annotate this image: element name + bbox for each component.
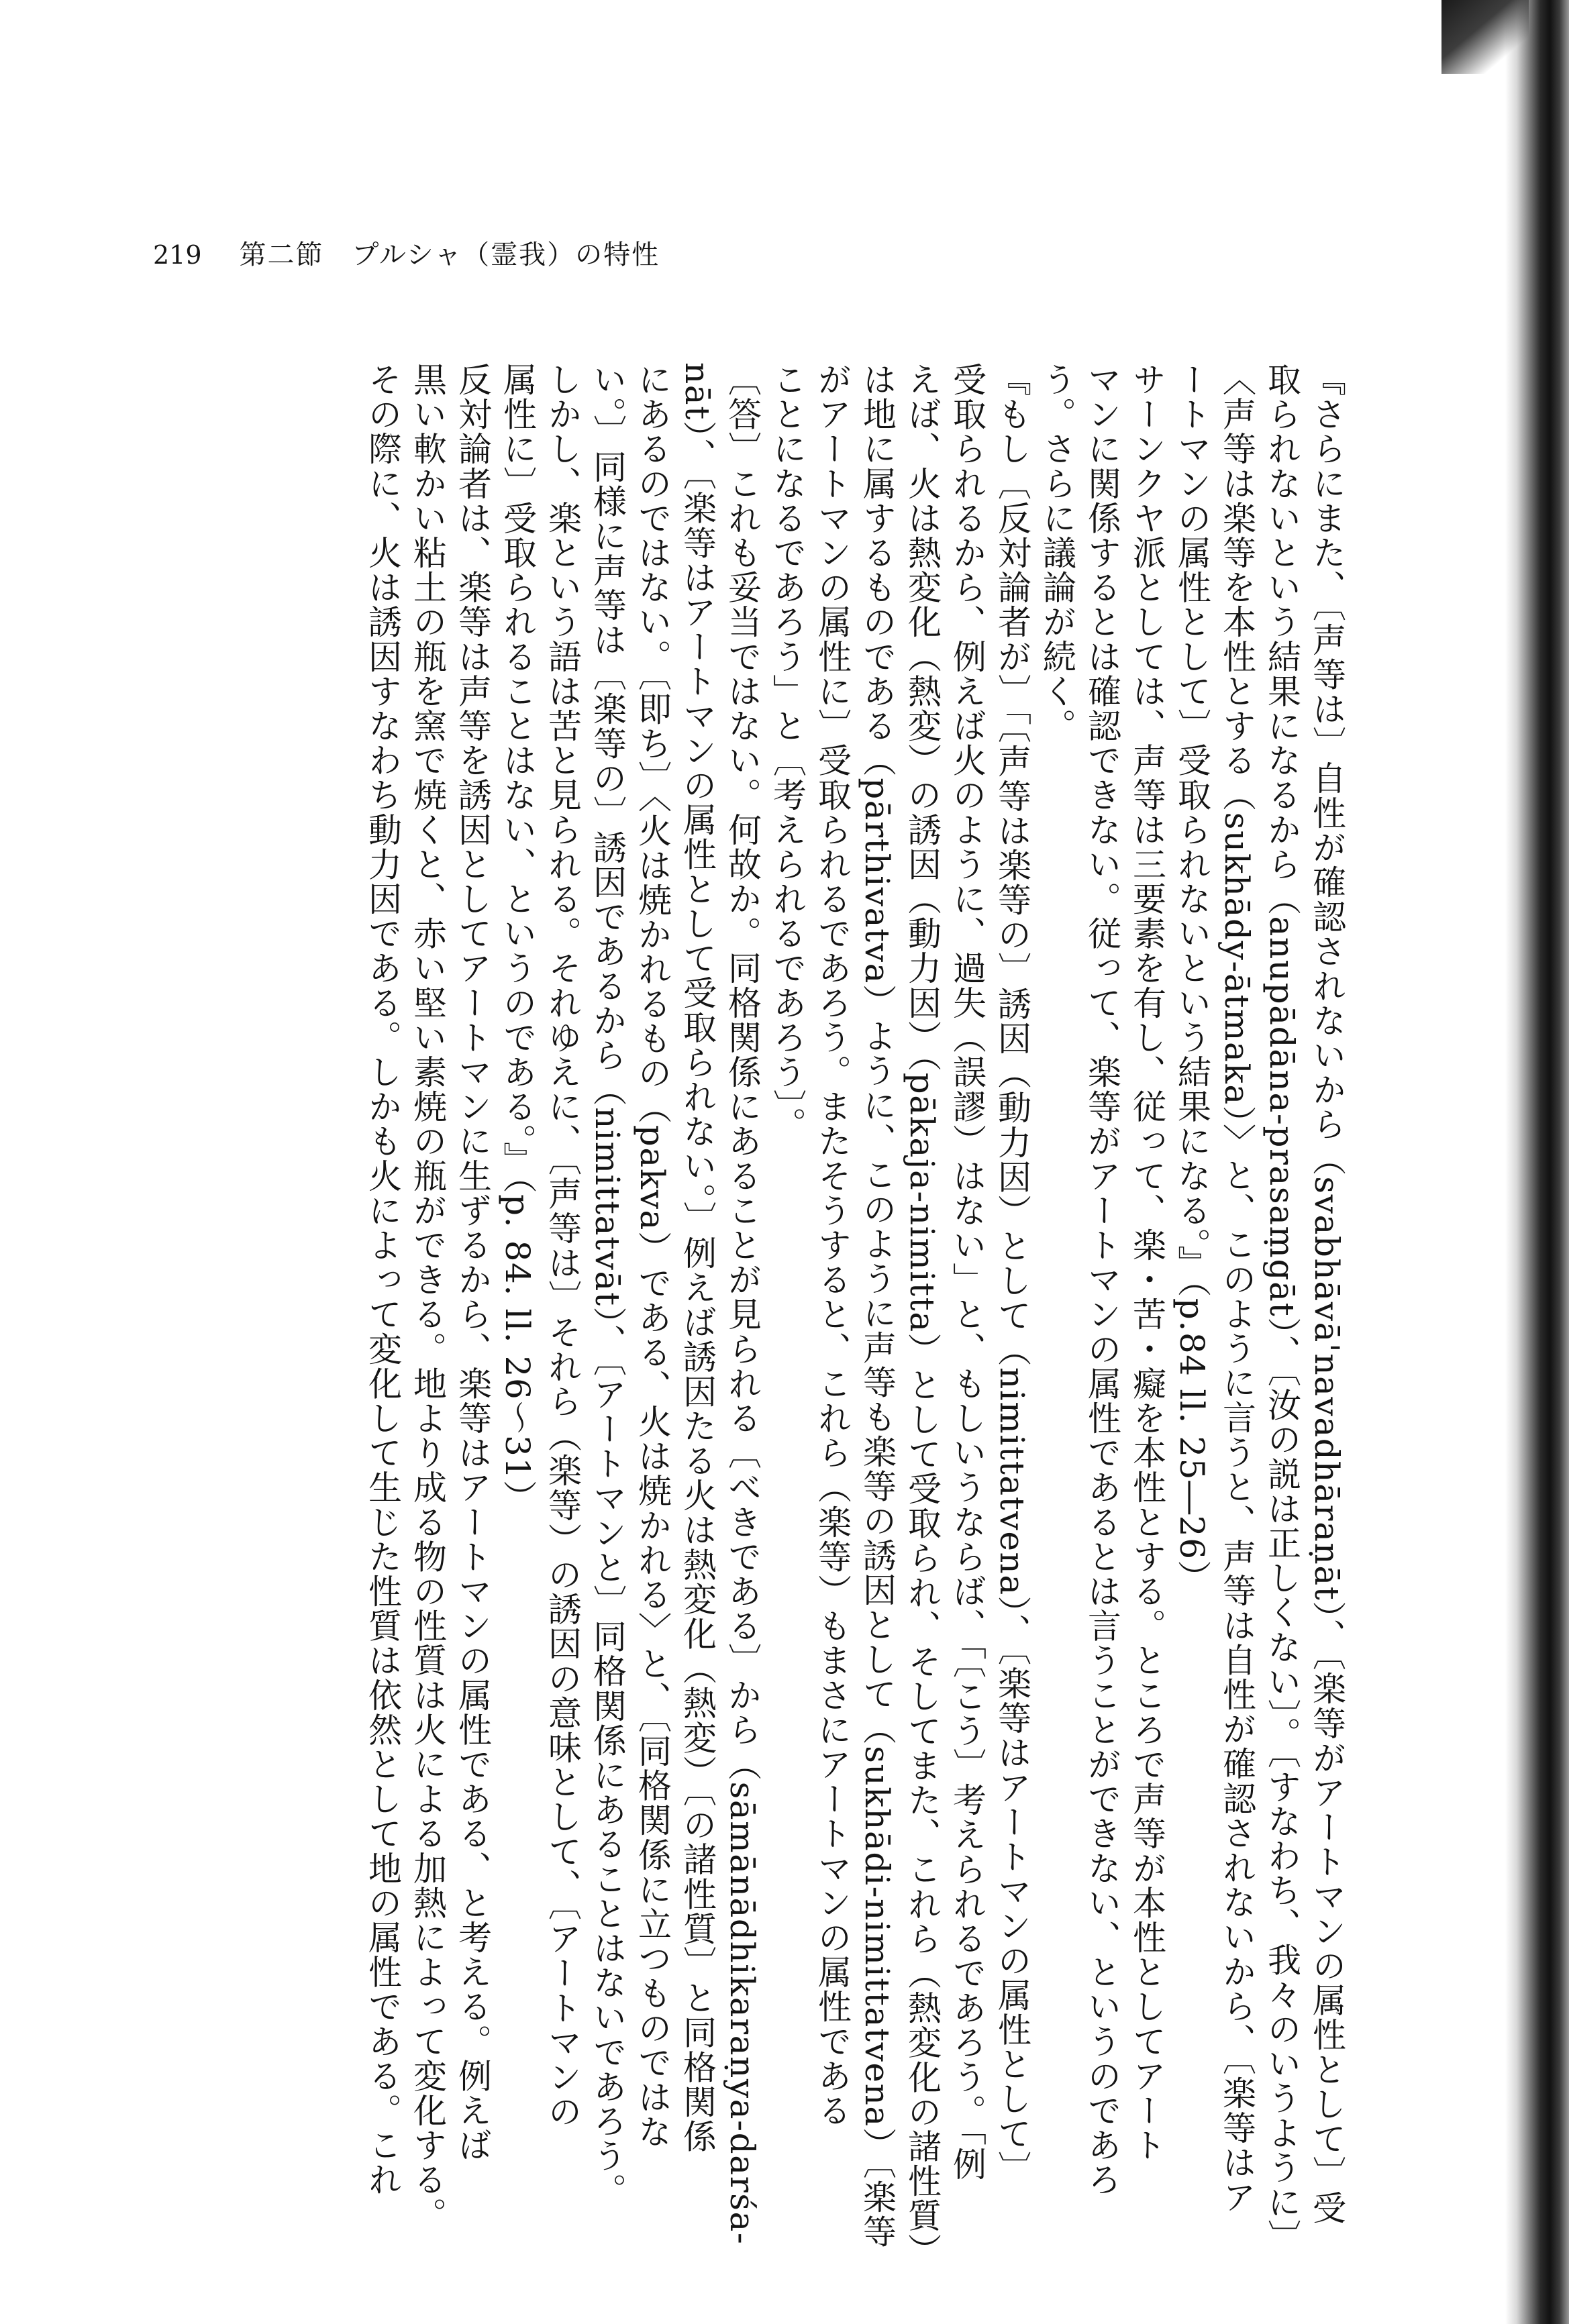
running-title: 第二節 プルシャ（霊我）の特性 [239,240,660,270]
book-spine-shadow [1505,0,1569,2324]
text-line: は地に属するものである（pārthivatva）ように、このように声等も楽等の誘因として（sukhādi-nimittatvena）〔楽等 [858,362,897,2250]
body-text [121,362,1349,2268]
text-line: 〈声等は楽等を本性とする（sukhādy-ātmaka）〉と、このように言うと、声等は自性が確認されないから、〔楽等はア [1217,362,1256,2215]
page-corner-shadow [1441,0,1529,74]
text-line: い。〕同様に声等は〔楽等の〕誘因であるから（nimittatvāt）、〔アートマンと〕同格関係にあることはないであろう。 [588,362,627,2208]
text-line: マンに関係するとは確認できない。従って、楽等がアートマンの属性であるとは言うことができない、というのであろ [1082,362,1121,2197]
text-line: サーンクヤ派としては、声等は三要素を有し、従って、楽・苦・癡を本性とする。ところで声等が本性としてアート [1127,362,1166,2163]
text-line: その際に、火は誘因すなわち動力因である。しかも火によって変化して生じた性質は依然として地の属性である。これ [363,362,402,2197]
text-line: 黒い軟かい粘土の瓶を窯で焼くと、赤い堅い素焼の瓶ができる。地より成る物の性質は火による加熱によって変化する。 [408,362,447,2232]
running-header [153,233,660,274]
text-line: ートマンの属性として〕受取られないという結果になる。』（p.84 ll. 25―26） [1172,362,1211,1595]
text-line: がアートマンの属性に〕受取られるであろう。またそうすると、これら（楽等）もまさにアートマンの属性である [813,362,852,2128]
text-line: 受取られるから、例えば火のように、過失（誤謬）はない」と、もしいうならば、「〔こう〕考えられるであろう。「例 [948,362,986,2182]
text-line: えば、火は熱変化（熱変）の誘因（動力因）（pākaja-nimitta）として受取られ、そしてまた、これら（熱変化の諸性質） [903,362,942,2268]
text-line: う。さらに議論が続く。 [1037,362,1076,743]
text-line: 取られないという結果になるから（anupādāna-prasaṃgāt）、〔汝の説は正しくない〕。〔すなわち、我々のいうように〕 [1262,362,1301,2254]
text-line: nāt）、〔楽等はアートマンの属性として受取られない。〕例えば誘因たる火は熱変化（熱変）〔の諸性質〕と同格関係 [678,362,717,2154]
text-line: ことになるであろう」と〔考えられるであろう〕。 [768,362,807,1142]
text-line: 『もし〔反対論者が〕「〔声等は楽等の〕誘因（動力因）として（nimittatvena）、〔楽等はアートマンの属性として〕 [993,362,1031,2186]
text-line: しかし、楽という語は苦と見られる。それゆえに、〔声等は〕それら（楽等）の誘因の意味として、〔アートマンの [543,362,582,2129]
text-line: にあるのではない。〔即ち〕〈火は焼かれるもの（pakva）である、火は焼かれる〉と、〔同格関係に立つものではな [633,362,672,2150]
text-line: 『さらにまた、〔声等は〕自性が確認されないから（svabhāvā'navadhāraṇāt）、〔楽等がアートマンの属性として〕受 [1307,362,1346,2225]
text-line: 〔答〕これも妥当ではない。何故か。同格関係にあることが見られる〔べきである〕から（sāmānādhikaraṇya-darśa- [723,362,762,2246]
text-line: 属性に〕受取られることはない、というのである。』（p. 84. ll. 26～31） [498,362,537,1515]
text-line: 反対論者は、楽等は声等を誘因としてアートマンに生ずるから、楽等はアートマンの属性である、と考える。例えば [453,362,492,2163]
page-number: 219 [153,240,202,270]
